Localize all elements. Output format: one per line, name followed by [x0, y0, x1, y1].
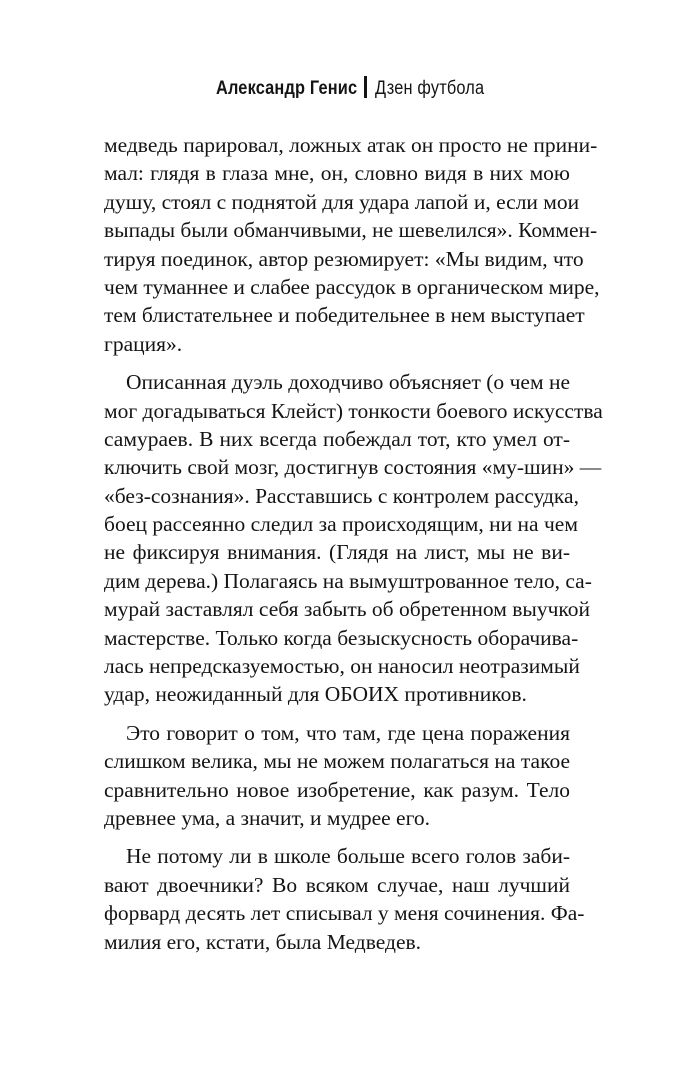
- text-line: древнее ума, а значит, и мудрее его.: [104, 805, 430, 830]
- text-line: Описанная дуэль доходчиво объясняет (о чем не: [126, 370, 570, 395]
- text-line: лась непредсказуемостью, он наносил неотразимый: [104, 654, 580, 679]
- text-line: грация».: [104, 331, 183, 356]
- text-line: не фиксируя внимания. (Глядя на лист, мы не ви-: [104, 540, 570, 565]
- text-line: слишком велика, мы не можем полагаться на такое: [104, 749, 570, 774]
- paragraph: [104, 368, 603, 709]
- running-head-author: Александр Генис: [216, 78, 358, 99]
- text-line: мал: глядя в глаза мне, он, словно видя в них мою: [104, 161, 570, 186]
- paragraph: [104, 719, 570, 833]
- text-line: тем блистательнее и победительнее в нем выступает: [104, 303, 585, 328]
- text-line: мастерстве. Только когда безыскусность оборачива-: [104, 625, 579, 650]
- text-line: чем туманнее и слабее рассудок в органическом мире,: [104, 274, 600, 299]
- text-line: сравнительно новое изобретение, как разум. Тело: [104, 777, 570, 802]
- text-line: форвард десять лет списывал у меня сочинения. Фа-: [104, 901, 585, 926]
- text-line: выпады были обманчивыми, не шевелился». Коммен-: [104, 218, 598, 243]
- text-line: мог догадываться Клейст) тонкости боевого искусства: [104, 398, 603, 423]
- text-line: тируя поединок, автор резюмирует: «Мы видим, что: [104, 246, 584, 271]
- text-line: милия его, кстати, была Медведев.: [104, 929, 422, 954]
- text-line: Не потому ли в школе больше всего голов заби-: [126, 844, 570, 869]
- text-line: вают двоечники? Во всяком случае, наш лучший: [104, 872, 570, 897]
- text-line: душу, стоял с поднятой для удара лапой и, если мои: [104, 189, 580, 214]
- running-head: [0, 76, 695, 101]
- text-line: Это говорит о том, что там, где цена поражения: [126, 720, 570, 745]
- text-line: медведь парировал, ложных атак он просто не прини-: [104, 133, 598, 157]
- text-line: «без-сознания». Расставшись с контролем рассудка,: [104, 483, 579, 508]
- text-line: удар, неожиданный для ОБОИХ противников.: [104, 682, 527, 707]
- text-line: ключить свой мозг, достигнув состояния «му-шин» —: [104, 455, 602, 480]
- text-line: самураев. В них всегда побеждал тот, кто умел от-: [104, 426, 570, 451]
- text-line: боец рассеянно следил за происходящим, ни на чем: [104, 512, 578, 537]
- running-head-book-title: Дзен футбола: [374, 78, 484, 99]
- paragraph: [104, 131, 600, 358]
- running-head-separator: [364, 76, 367, 98]
- body-text: [104, 131, 603, 966]
- text-line: мурай заставлял себя забыть об обретенном выучкой: [104, 597, 590, 622]
- text-line: дим дерева.) Полагаясь на вымуштрованное тело, са-: [104, 568, 592, 593]
- paragraph: [104, 842, 585, 956]
